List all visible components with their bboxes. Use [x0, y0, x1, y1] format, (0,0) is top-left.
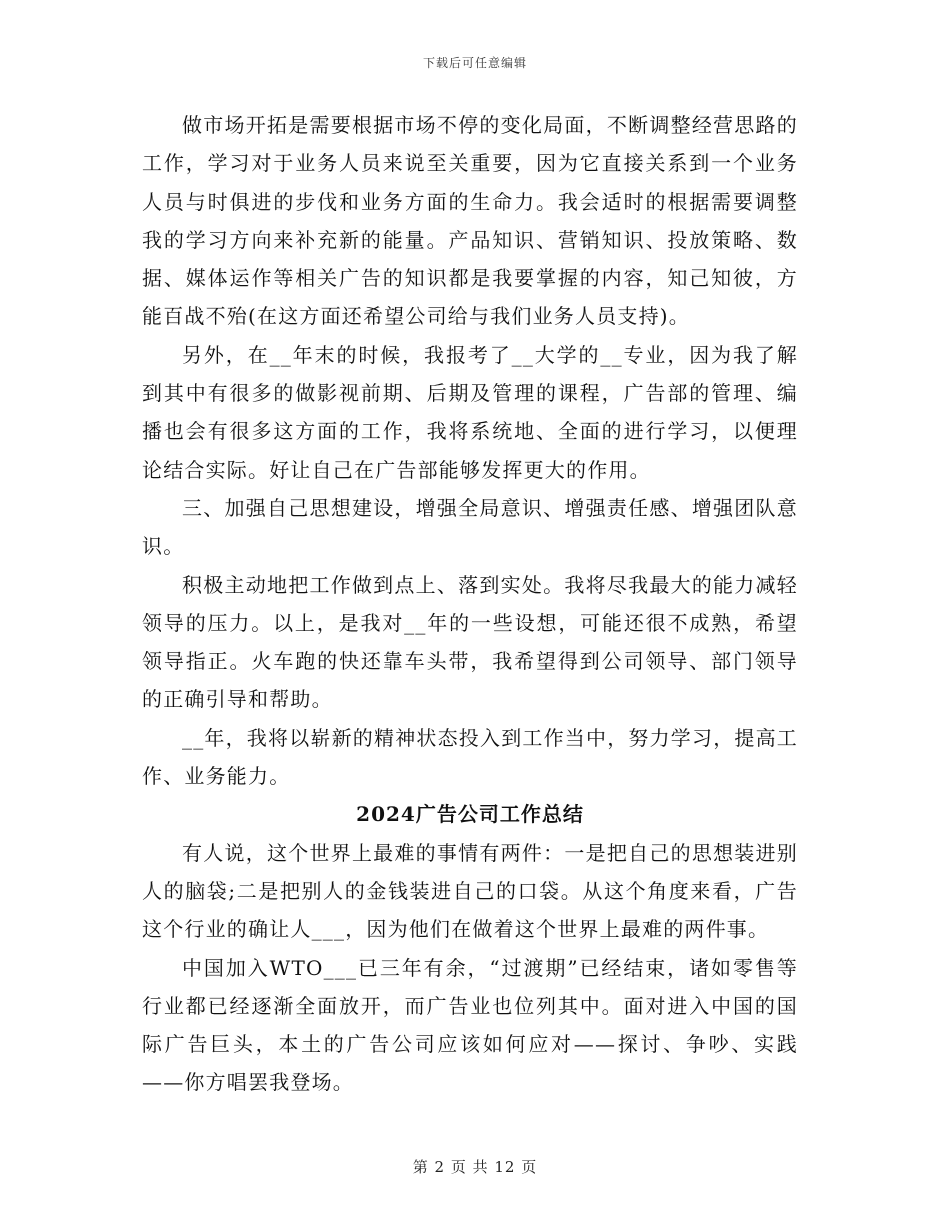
paragraph-learning: 做市场开拓是需要根据市场不停的变化局面，不断调整经营思路的工作，学习对于业务人员来说至关重要，因为它直接关系到一个业务人员与时俱进的步伐和业务方面的生命力。我会适时的根据需要调整我的学习方向来补充新的能量。产品知识、营销知识、投放策略、数据、媒体运作等相关广告的知识都是我要掌握的内容，知己知彼，方能百战不殆(在这方面还希望公司给与我们业务人员支持)。: [142, 113, 798, 329]
paragraph-study-plan: 另外，在__年末的时候，我报考了__大学的__专业，因为我了解到其中有很多的做影视前期、后期及管理的课程，广告部的管理、编播也会有很多这方面的工作，我将系统地、全面的进行学习，以便理论结合实际。好让自己在广告部能够发挥更大的作用。: [142, 342, 798, 482]
page-header: 下载后可任意编辑: [422, 56, 527, 70]
document-body: [142, 106, 798, 1102]
paragraph-section-three: 三、加强自己思想建设，增强全局意识、增强责任感、增强团队意识。: [142, 495, 798, 559]
section-title: 2024广告公司工作总结: [356, 802, 584, 827]
paragraph-closing: __年，我将以崭新的精神状态投入到工作当中，努力学习，提高工作、业务能力。: [142, 725, 798, 789]
paragraph-hardest-things: 有人说，这个世界上最难的事情有两件：一是把自己的思想装进别人的脑袋;二是把别人的金钱装进自己的口袋。从这个角度来看，广告这个行业的确让人___，因为他们在做着这个世界上最难的两件事。: [142, 840, 798, 942]
paragraph-wto: 中国加入WTO___已三年有余，“过渡期”已经结束，诸如零售等行业都已经逐渐全面放开，而广告业也位列其中。面对进入中国的国际广告巨头，本土的广告公司应该如何应对——探讨、争吵、实践——你方唱罢我登场。: [142, 955, 798, 1095]
page-number: 第 2 页 共 12 页: [412, 1158, 538, 1176]
paragraph-initiative: 积极主动地把工作做到点上、落到实处。我将尽我最大的能力减轻领导的压力。以上，是我对__年的一些设想，可能还很不成熟，希望领导指正。火车跑的快还靠车头带，我希望得到公司领导、部门领导的正确引导和帮助。: [142, 572, 798, 712]
